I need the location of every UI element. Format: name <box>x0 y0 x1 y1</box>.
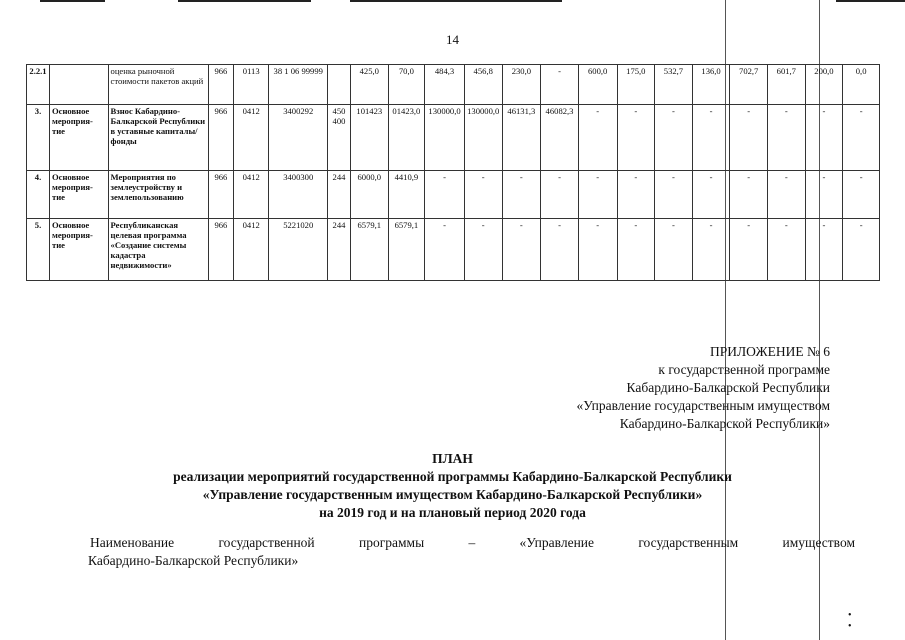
row-value-cell: 01423,0 <box>388 105 425 171</box>
row-value-cell: 600,0 <box>578 65 617 105</box>
row-value-cell: - <box>692 219 730 281</box>
row-value-cell: 456,8 <box>464 65 502 105</box>
row-value-cell: - <box>805 171 843 219</box>
row-vr-cell <box>328 65 351 105</box>
row-vr-cell: 244 <box>328 219 351 281</box>
row-value-cell: 6000,0 <box>350 171 388 219</box>
row-value-cell: 484,3 <box>425 65 465 105</box>
row-value-cell: - <box>502 219 541 281</box>
row-rzpr-cell: 0412 <box>233 171 269 219</box>
row-value-cell: 101423 <box>350 105 388 171</box>
row-value-cell: 200,0 <box>805 65 843 105</box>
plan-title-line-2: реализации мероприятий государственной программы Кабардино-Балкарской Республики <box>173 469 732 484</box>
row-value-cell: 130000,0 <box>425 105 465 171</box>
row-value-cell: 230,0 <box>502 65 541 105</box>
header-rule-right <box>836 0 905 2</box>
row-value-cell: 130000,0 <box>464 105 502 171</box>
row-vr-cell: 244 <box>328 171 351 219</box>
row-rzpr-cell: 0113 <box>233 65 269 105</box>
row-grbs-cell: 966 <box>208 219 233 281</box>
row-value-cell: - <box>425 171 465 219</box>
row-value-cell: - <box>768 219 806 281</box>
table-row <box>27 171 880 219</box>
appendix-header <box>420 343 830 433</box>
row-value-cell: - <box>617 171 655 219</box>
row-type-cell: Основное мероприя-тие <box>49 219 108 281</box>
row-number-cell: 2.2.1 <box>27 65 50 105</box>
row-value-cell: 70,0 <box>388 65 425 105</box>
row-value-cell: - <box>617 219 655 281</box>
row-value-cell: - <box>578 105 617 171</box>
plan-table <box>26 64 880 281</box>
row-rzpr-cell: 0412 <box>233 219 269 281</box>
row-name-cell: Мероприятия по землеустройству и землепользованию <box>108 171 208 219</box>
appendix-line-3: Кабардино-Балкарской Республики <box>626 380 830 395</box>
row-value-cell: - <box>464 219 502 281</box>
row-value-cell: - <box>578 171 617 219</box>
table-row <box>27 219 880 281</box>
row-value-cell: 532,7 <box>655 65 693 105</box>
appendix-number: ПРИЛОЖЕНИЕ № 6 <box>709 344 830 359</box>
row-value-cell: 0,0 <box>843 65 880 105</box>
row-type-cell <box>49 65 108 105</box>
row-value-cell: - <box>768 171 806 219</box>
row-value-cell: - <box>425 219 465 281</box>
plan-title-line-3: «Управление государственным имуществом Кабардино-Балкарской Республики» <box>202 487 703 502</box>
header-rule-mid-left <box>178 0 311 2</box>
program-name-line-1: Наименование государственной программы – «Управление государственным имуществом <box>90 535 855 550</box>
row-value-cell: 6579,1 <box>388 219 425 281</box>
row-csr-cell: 5221020 <box>269 219 328 281</box>
row-value-cell: - <box>692 105 730 171</box>
table-row <box>27 65 880 105</box>
row-value-cell: 46131,3 <box>502 105 541 171</box>
row-type-cell: Основное мероприя-тие <box>49 171 108 219</box>
row-value-cell: 4410,9 <box>388 171 425 219</box>
row-number-cell: 5. <box>27 219 50 281</box>
row-value-cell: - <box>730 171 768 219</box>
row-value-cell: - <box>692 171 730 219</box>
row-value-cell: - <box>464 171 502 219</box>
row-value-cell: - <box>617 105 655 171</box>
program-name-line-2: Кабардино-Балкарской Республики» <box>88 553 299 568</box>
plan-title <box>0 450 905 522</box>
plan-title-heading: ПЛАН <box>432 451 473 466</box>
row-value-cell: - <box>843 219 880 281</box>
row-value-cell: - <box>730 219 768 281</box>
row-grbs-cell: 966 <box>208 105 233 171</box>
row-number-cell: 3. <box>27 105 50 171</box>
row-csr-cell: 38 1 06 99999 <box>269 65 328 105</box>
row-csr-cell: 3400292 <box>269 105 328 171</box>
header-rule-center <box>350 0 562 2</box>
row-value-cell: - <box>541 219 579 281</box>
table-row <box>27 105 880 171</box>
row-value-cell: - <box>730 105 768 171</box>
header-rule-left <box>40 0 105 2</box>
row-value-cell: - <box>805 105 843 171</box>
footer-marks: • • <box>848 610 870 632</box>
row-value-cell: - <box>541 65 579 105</box>
page-number: 14 <box>446 32 459 47</box>
row-rzpr-cell: 0412 <box>233 105 269 171</box>
row-value-cell: - <box>843 105 880 171</box>
row-csr-cell: 3400300 <box>269 171 328 219</box>
row-value-cell: - <box>768 105 806 171</box>
row-value-cell: 6579,1 <box>350 219 388 281</box>
row-value-cell: 175,0 <box>617 65 655 105</box>
appendix-line-2: к государственной программе <box>658 362 830 377</box>
row-vr-cell: 450 400 <box>328 105 351 171</box>
row-value-cell: - <box>502 171 541 219</box>
row-value-cell: - <box>805 219 843 281</box>
program-name <box>90 534 855 570</box>
row-grbs-cell: 966 <box>208 171 233 219</box>
row-value-cell: - <box>655 219 693 281</box>
row-name-cell: Взнос Кабардино-Балкарской Республики в уставные капиталы/фонды <box>108 105 208 171</box>
row-value-cell: - <box>655 105 693 171</box>
row-type-cell: Основное мероприя-тие <box>49 105 108 171</box>
row-grbs-cell: 966 <box>208 65 233 105</box>
row-value-cell: 601,7 <box>768 65 806 105</box>
row-value-cell: 136,0 <box>692 65 730 105</box>
row-name-cell: Республиканская целевая программа «Создание системы кадастра недвижимости» <box>108 219 208 281</box>
row-value-cell: 46082,3 <box>541 105 579 171</box>
row-value-cell: - <box>843 171 880 219</box>
row-value-cell: 702,7 <box>730 65 768 105</box>
plan-title-line-4: на 2019 год и на плановый период 2020 года <box>319 505 586 520</box>
appendix-line-4: «Управление государственным имуществом <box>576 398 830 413</box>
appendix-line-5: Кабардино-Балкарской Республики» <box>619 416 830 431</box>
row-value-cell: - <box>655 171 693 219</box>
row-number-cell: 4. <box>27 171 50 219</box>
row-value-cell: - <box>541 171 579 219</box>
row-value-cell: - <box>578 219 617 281</box>
row-value-cell: 425,0 <box>350 65 388 105</box>
row-name-cell: оценка рыночной стоимости пакетов акций <box>108 65 208 105</box>
